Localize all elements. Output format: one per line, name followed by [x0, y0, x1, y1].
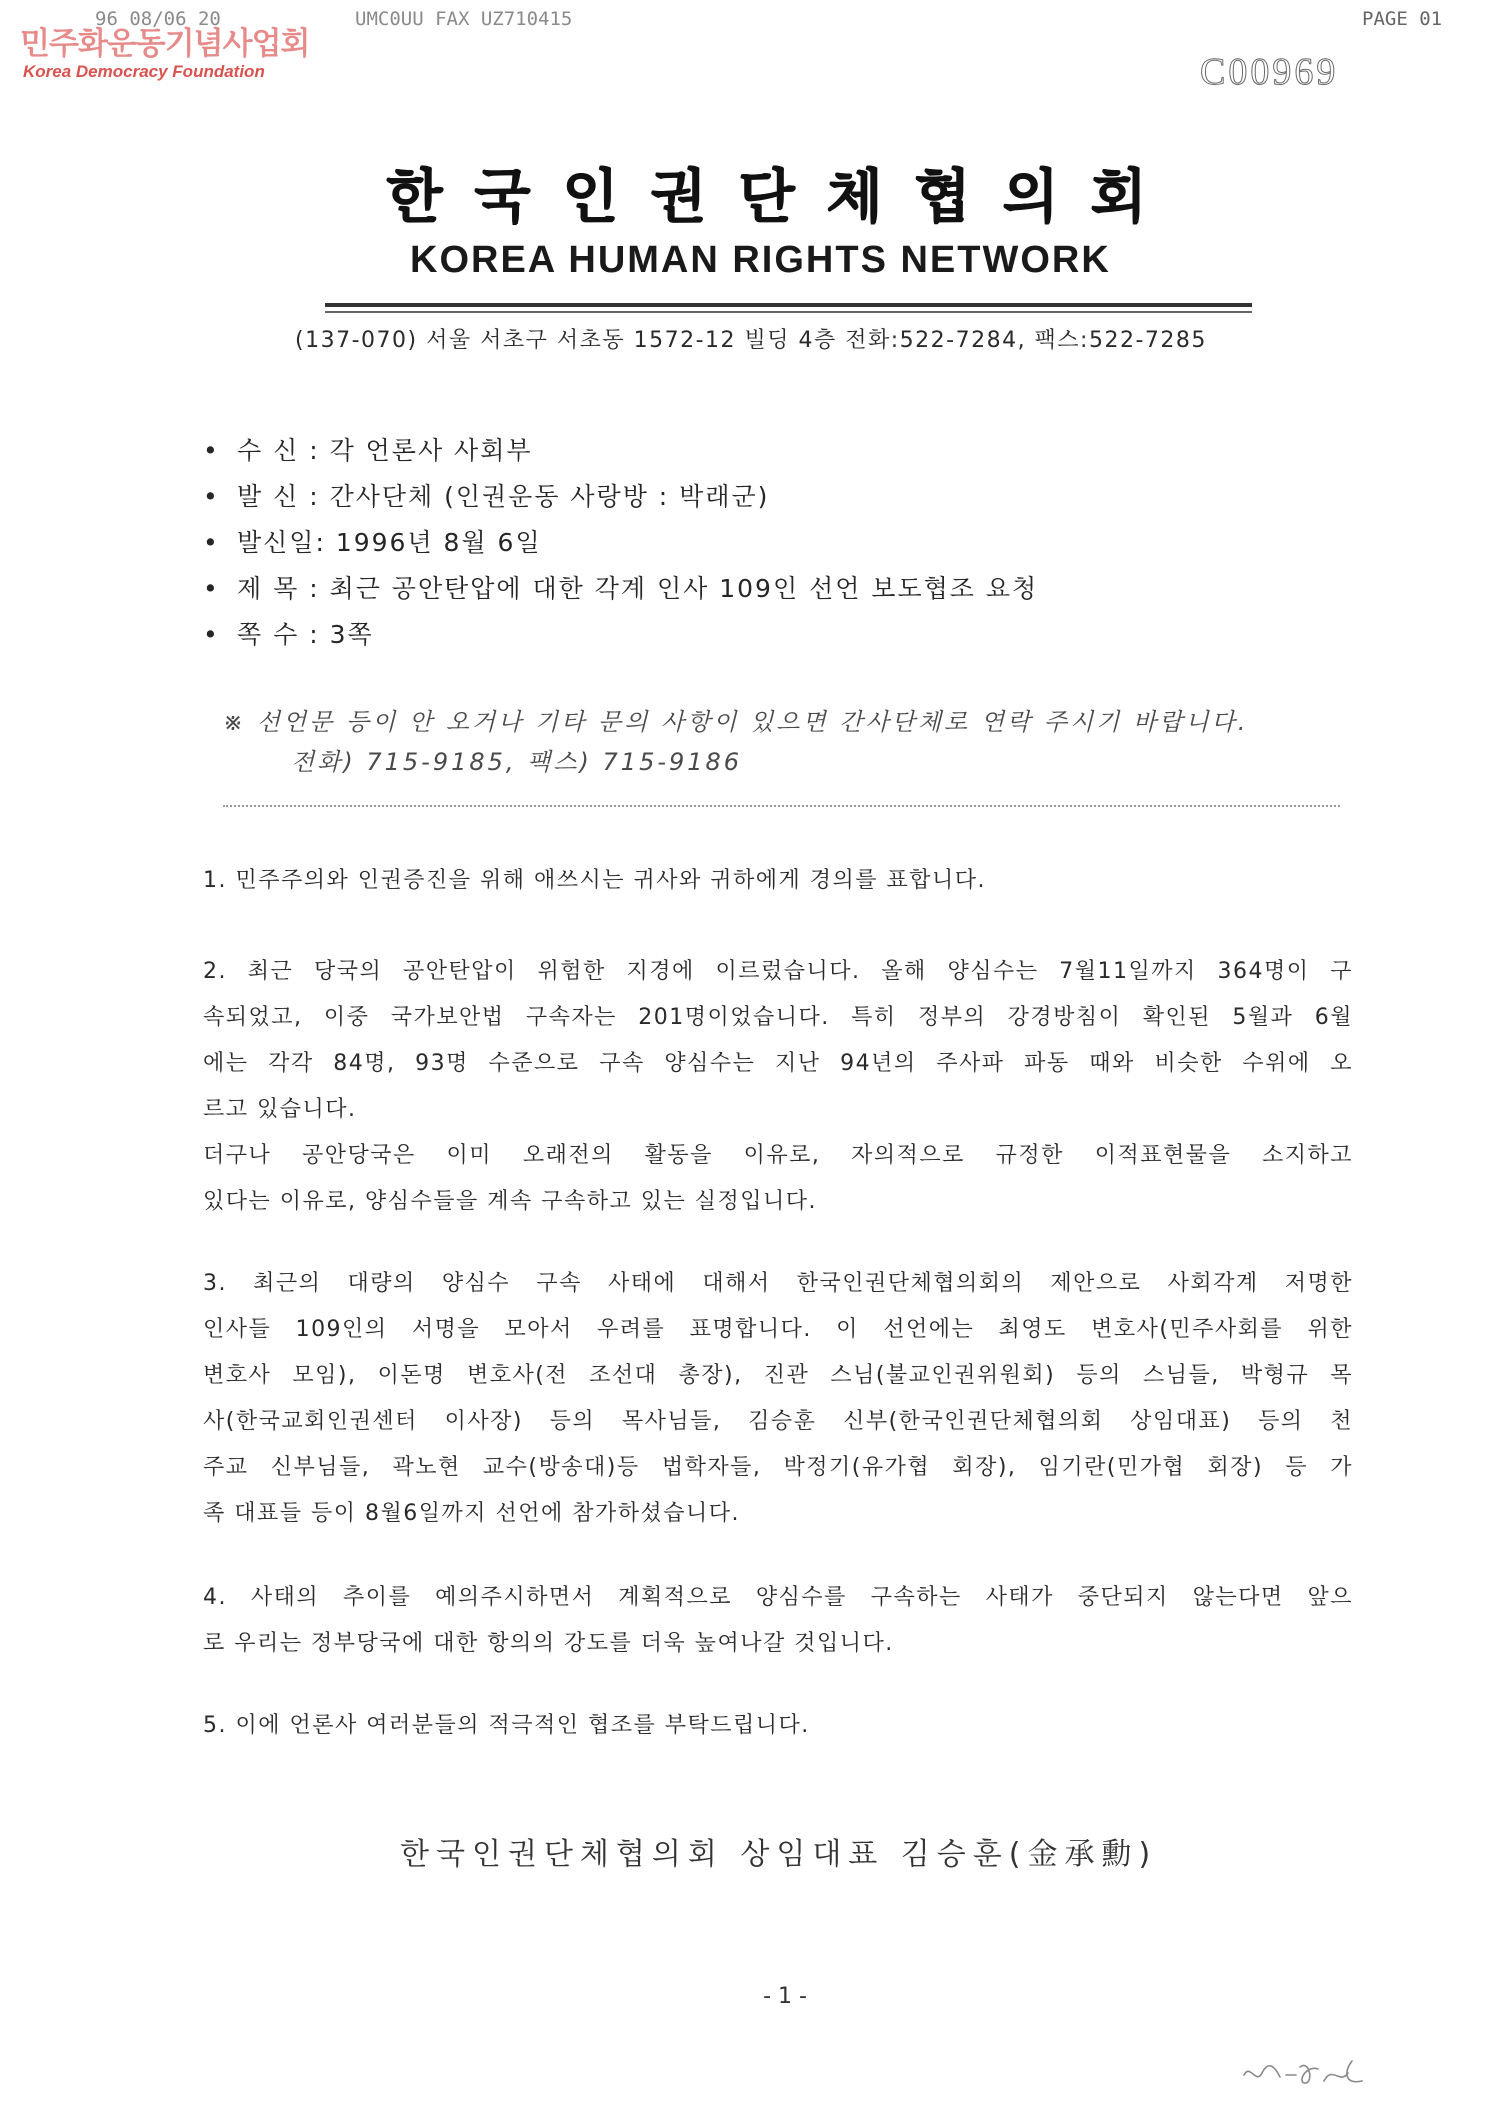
letterhead-rule-thin — [325, 311, 1252, 313]
paragraph-2 — [203, 949, 1353, 1133]
paragraph-line: 4. 사태의 추이를 예의주시하면서 계획적으로 양심수를 구속하는 사태가 중단되지 않는다면 앞으 — [203, 1585, 1353, 1610]
paragraph-line: 2. 최근 당국의 공안탄압이 위험한 지경에 이르렀습니다. 올해 양심수는 7월11일까지 364명이 구 — [203, 959, 1353, 984]
paragraph-line: 있다는 이유로, 양심수들을 계속 구속하고 있는 실정입니다. — [203, 1189, 817, 1214]
bullet: • — [203, 620, 220, 649]
paragraph-line: 속되었고, 이중 국가보안법 구속자는 201명이었습니다. 특히 정부의 강경방침이 확인된 5월과 6월 — [203, 1005, 1353, 1030]
contact-numbers: 전화) 715-9185, 팩스) 715-9186 — [291, 748, 743, 776]
fax-header-page: PAGE 01 — [1362, 8, 1443, 30]
organization-title: 한국인권단체협의회 — [386, 162, 1179, 230]
paragraph-4 — [203, 1575, 1353, 1667]
memo-item-date — [203, 520, 1038, 566]
memo-item-sender — [203, 474, 1038, 520]
paragraph-line: 주교 신부님들, 곽노현 교수(방송대)등 법학자들, 박정기(유가협 회장), 임기란(민가협 회장) 등 가 — [203, 1455, 1353, 1480]
bullet: • — [203, 436, 220, 465]
watermark-english: Korea Democracy Foundation — [23, 62, 265, 81]
paragraph-2b — [203, 1133, 1353, 1225]
handwritten-mark — [1240, 2045, 1370, 2095]
memo-list — [203, 428, 1038, 658]
contact-note: ※ 선언문 등이 안 오거나 기타 문의 사항이 있으면 간사단체로 연락 주시기 바랍니다. — [223, 708, 1249, 736]
fax-header-date: 96 08/06 20 — [95, 8, 221, 30]
memo-item-pages — [203, 612, 1038, 658]
paragraph-line: 족 대표들 등이 8월6일까지 선언에 참가하셨습니다. — [203, 1501, 740, 1526]
memo-item-text: 쪽 수 : 3쪽 — [237, 620, 374, 649]
section-divider — [223, 805, 1340, 807]
paragraph-line: 르고 있습니다. — [203, 1097, 357, 1122]
paragraph-5 — [203, 1703, 1353, 1749]
memo-item-text: 발 신 : 간사단체 (인권운동 사랑방 : 박래군) — [237, 482, 770, 511]
bullet: • — [203, 574, 220, 603]
paragraph-line: 에는 각각 84명, 93명 수준으로 구속 양심수는 지난 94년의 주사파 파동 때와 비슷한 수위에 오 — [203, 1051, 1353, 1076]
watermark-korean: 민주화운동기념사업회 — [20, 26, 310, 62]
paragraph-1 — [203, 858, 1353, 904]
fax-header-sender: UMC0UU FAX UZ710415 — [355, 8, 573, 30]
paragraph-line: 사(한국교회인권센터 이사장) 등의 목사님들, 김승훈 신부(한국인권단체협의회 상임대표) 등의 천 — [203, 1409, 1353, 1434]
organization-subtitle: KOREA HUMAN RIGHTS NETWORK — [410, 239, 1111, 281]
letterhead-rule-thick — [325, 303, 1252, 307]
memo-item-text: 발신일: 1996년 8월 6일 — [237, 528, 542, 557]
paragraph-line: 5. 이에 언론사 여러분들의 적극적인 협조를 부탁드립니다. — [203, 1713, 810, 1738]
memo-item-text: 제 목 : 최근 공안탄압에 대한 각계 인사 109인 선언 보도협조 요청 — [237, 574, 1039, 603]
signature-line: 한국인권단체협의회 상임대표 김승훈(金承勳) — [400, 1837, 1158, 1872]
bullet: • — [203, 482, 220, 511]
memo-item-subject — [203, 566, 1038, 612]
paragraph-line: 1. 민주주의와 인권증진을 위해 애쓰시는 귀사와 귀하에게 경의를 표합니다. — [203, 868, 986, 893]
memo-item-text: 수 신 : 각 언론사 사회부 — [237, 436, 533, 465]
paragraph-line: 더구나 공안당국은 이미 오래전의 활동을 이유로, 자의적으로 규정한 이적표현물을 소지하고 — [203, 1143, 1353, 1168]
archive-stamp-number: C00969 — [1200, 51, 1339, 93]
paragraph-line: 3. 최근의 대량의 양심수 구속 사태에 대해서 한국인권단체협의회의 제안으로 사회각계 저명한 — [203, 1271, 1353, 1296]
organization-address: (137-070) 서울 서초구 서초동 1572-12 빌딩 4층 전화:522-7284, 팩스:522-7285 — [295, 328, 1207, 353]
page-number: - 1 - — [763, 1984, 807, 2009]
memo-item-recipient — [203, 428, 1038, 474]
paragraph-line: 변호사 모임), 이돈명 변호사(전 조선대 총장), 진관 스님(불교인권위원회) 등의 스님들, 박형규 목 — [203, 1363, 1353, 1388]
paragraph-line: 인사들 109인의 서명을 모아서 우려를 표명합니다. 이 선언에는 최영도 변호사(민주사회를 위한 — [203, 1317, 1353, 1342]
bullet: • — [203, 528, 220, 557]
paragraph-3 — [203, 1261, 1353, 1537]
paragraph-line: 로 우리는 정부당국에 대한 항의의 강도를 더욱 높여나갈 것입니다. — [203, 1631, 894, 1656]
